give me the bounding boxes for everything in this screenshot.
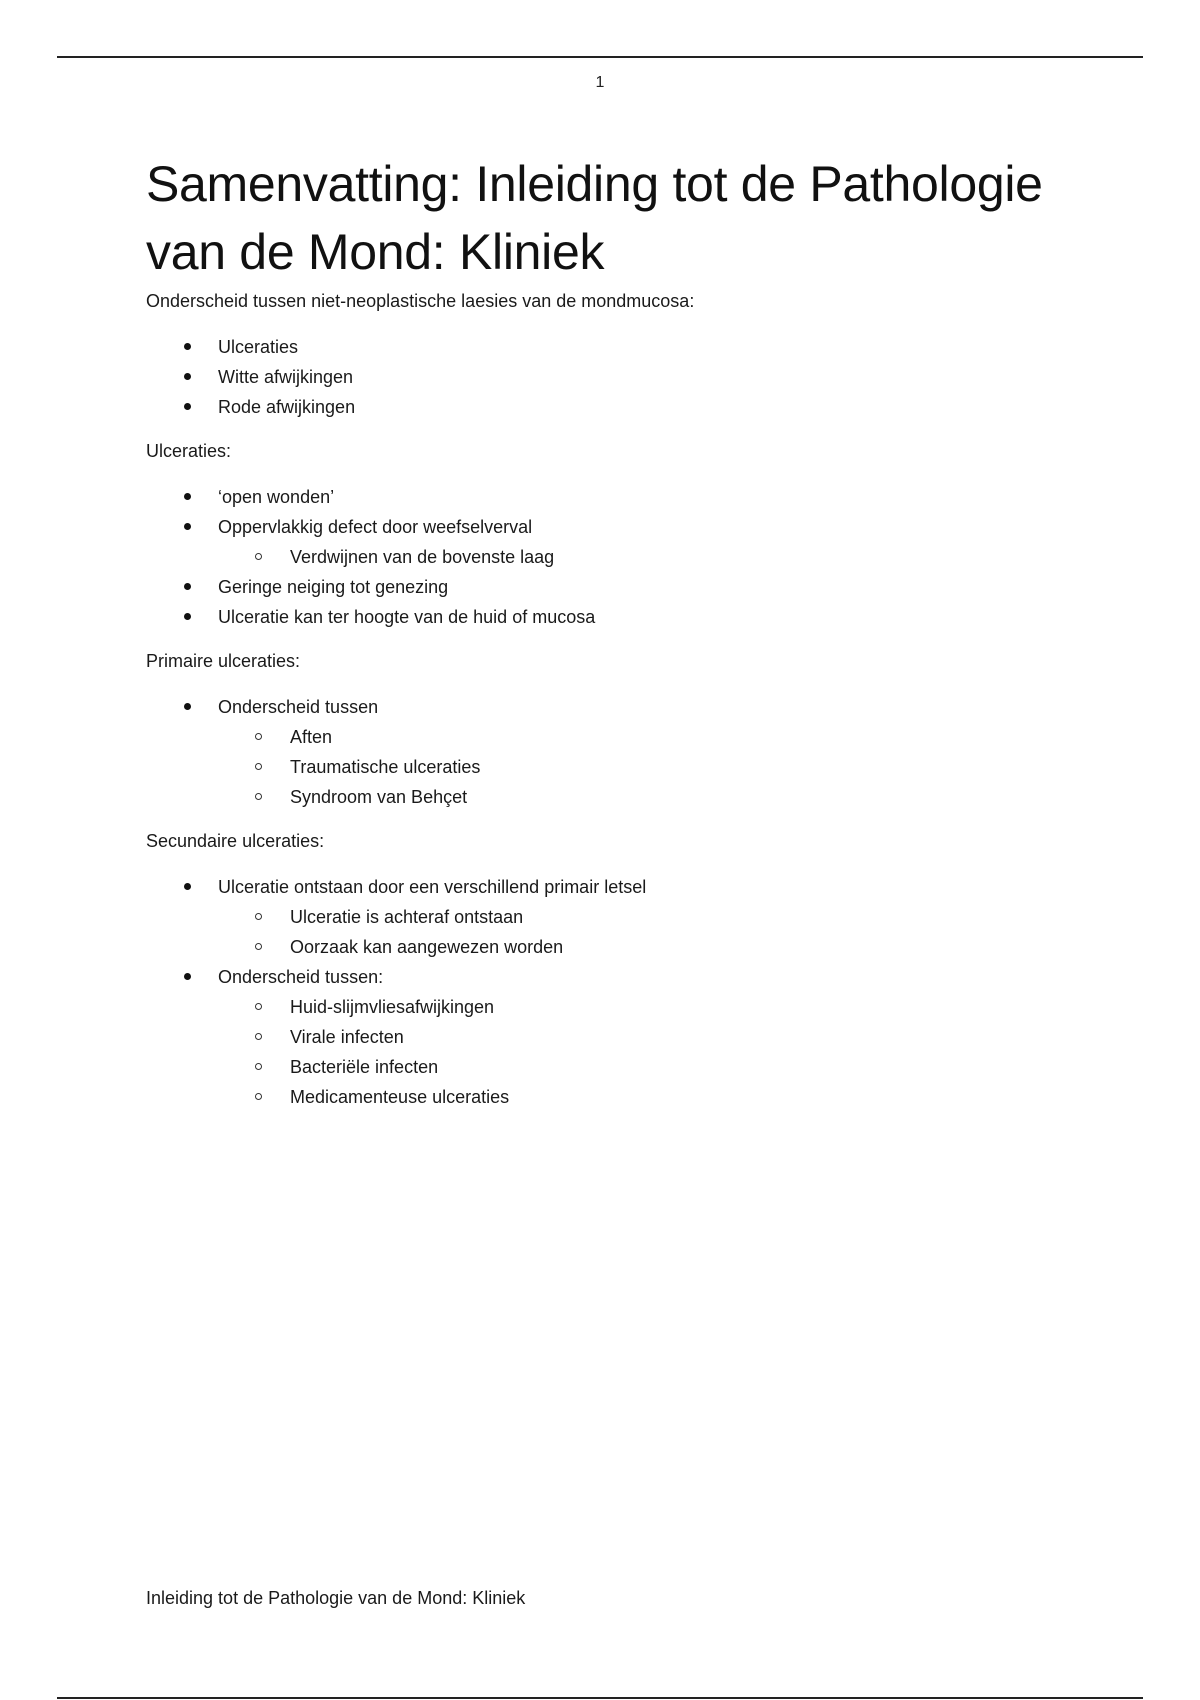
footer-rule [57, 1697, 1143, 1699]
circle-bullet-icon [255, 1033, 262, 1040]
circle-bullet-icon [255, 913, 262, 920]
section-heading-secundaire: Secundaire ulceraties: [146, 831, 325, 851]
list-item: Onderscheid tussen: Huid-slijmvliesafwijkingen Virale infecten Bacteriële infecten Medicamenteuse ulceraties [146, 962, 1066, 1112]
sub-list-item: Virale infecten [218, 1022, 1066, 1052]
list-item: Ulceratie ontstaan door een verschillend primair letsel Ulceratie is achteraf ontstaan Oorzaak kan aangewezen worden [146, 872, 1066, 962]
page-footer: Inleiding tot de Pathologie van de Mond: Kliniek [146, 1588, 526, 1608]
sub-list [218, 992, 1066, 1112]
sub-list-item: Aften [218, 722, 1066, 752]
page-number: 1 [595, 74, 605, 91]
primaire-list [146, 692, 1066, 812]
circle-bullet-icon [255, 1093, 262, 1100]
header-rule [57, 56, 1143, 58]
intro-paragraph: Onderscheid tussen niet-neoplastische laesies van de mondmucosa: [146, 291, 695, 311]
list-item: Ulceratie kan ter hoogte van de huid of mucosa [146, 602, 1066, 632]
sub-list-item: Ulceratie is achteraf ontstaan [218, 902, 1066, 932]
document-title: Samenvatting: Inleiding tot de Pathologie van de Mond: Kliniek [146, 156, 1043, 280]
list-item: Oppervlakkig defect door weefselverval Verdwijnen van de bovenste laag [146, 512, 1066, 572]
bullet-icon [184, 493, 191, 500]
bullet-icon [184, 613, 191, 620]
list-item: Rode afwijkingen [146, 392, 1066, 422]
intro-list [146, 332, 1066, 422]
list-item: Ulceraties [146, 332, 1066, 362]
sub-list-item: Huid-slijmvliesafwijkingen [218, 992, 1066, 1022]
sub-list [218, 902, 1066, 962]
sub-list [218, 722, 1066, 812]
section-heading-ulceraties: Ulceraties: [146, 441, 232, 461]
bullet-icon [184, 883, 191, 890]
list-item: Geringe neiging tot genezing [146, 572, 1066, 602]
sub-list-item: Oorzaak kan aangewezen worden [218, 932, 1066, 962]
circle-bullet-icon [255, 943, 262, 950]
bullet-icon [184, 403, 191, 410]
sub-list-item: Syndroom van Behçet [218, 782, 1066, 812]
circle-bullet-icon [255, 553, 262, 560]
list-item: ‘open wonden’ [146, 482, 1066, 512]
list-item: Onderscheid tussen Aften Traumatische ulceraties Syndroom van Behçet [146, 692, 1066, 812]
sub-list-item: Bacteriële infecten [218, 1052, 1066, 1082]
sub-list-item: Verdwijnen van de bovenste laag [218, 542, 1066, 572]
circle-bullet-icon [255, 763, 262, 770]
circle-bullet-icon [255, 1063, 262, 1070]
section-heading-primaire: Primaire ulceraties: [146, 651, 301, 671]
sub-list [218, 542, 1066, 572]
list-item: Witte afwijkingen [146, 362, 1066, 392]
bullet-icon [184, 973, 191, 980]
bullet-icon [184, 703, 191, 710]
bullet-icon [184, 343, 191, 350]
circle-bullet-icon [255, 733, 262, 740]
circle-bullet-icon [255, 793, 262, 800]
document-body [146, 150, 1066, 1112]
circle-bullet-icon [255, 1003, 262, 1010]
secundaire-list [146, 872, 1066, 1112]
bullet-icon [184, 523, 191, 530]
ulceraties-list [146, 482, 1066, 632]
bullet-icon [184, 373, 191, 380]
bullet-icon [184, 583, 191, 590]
sub-list-item: Traumatische ulceraties [218, 752, 1066, 782]
sub-list-item: Medicamenteuse ulceraties [218, 1082, 1066, 1112]
